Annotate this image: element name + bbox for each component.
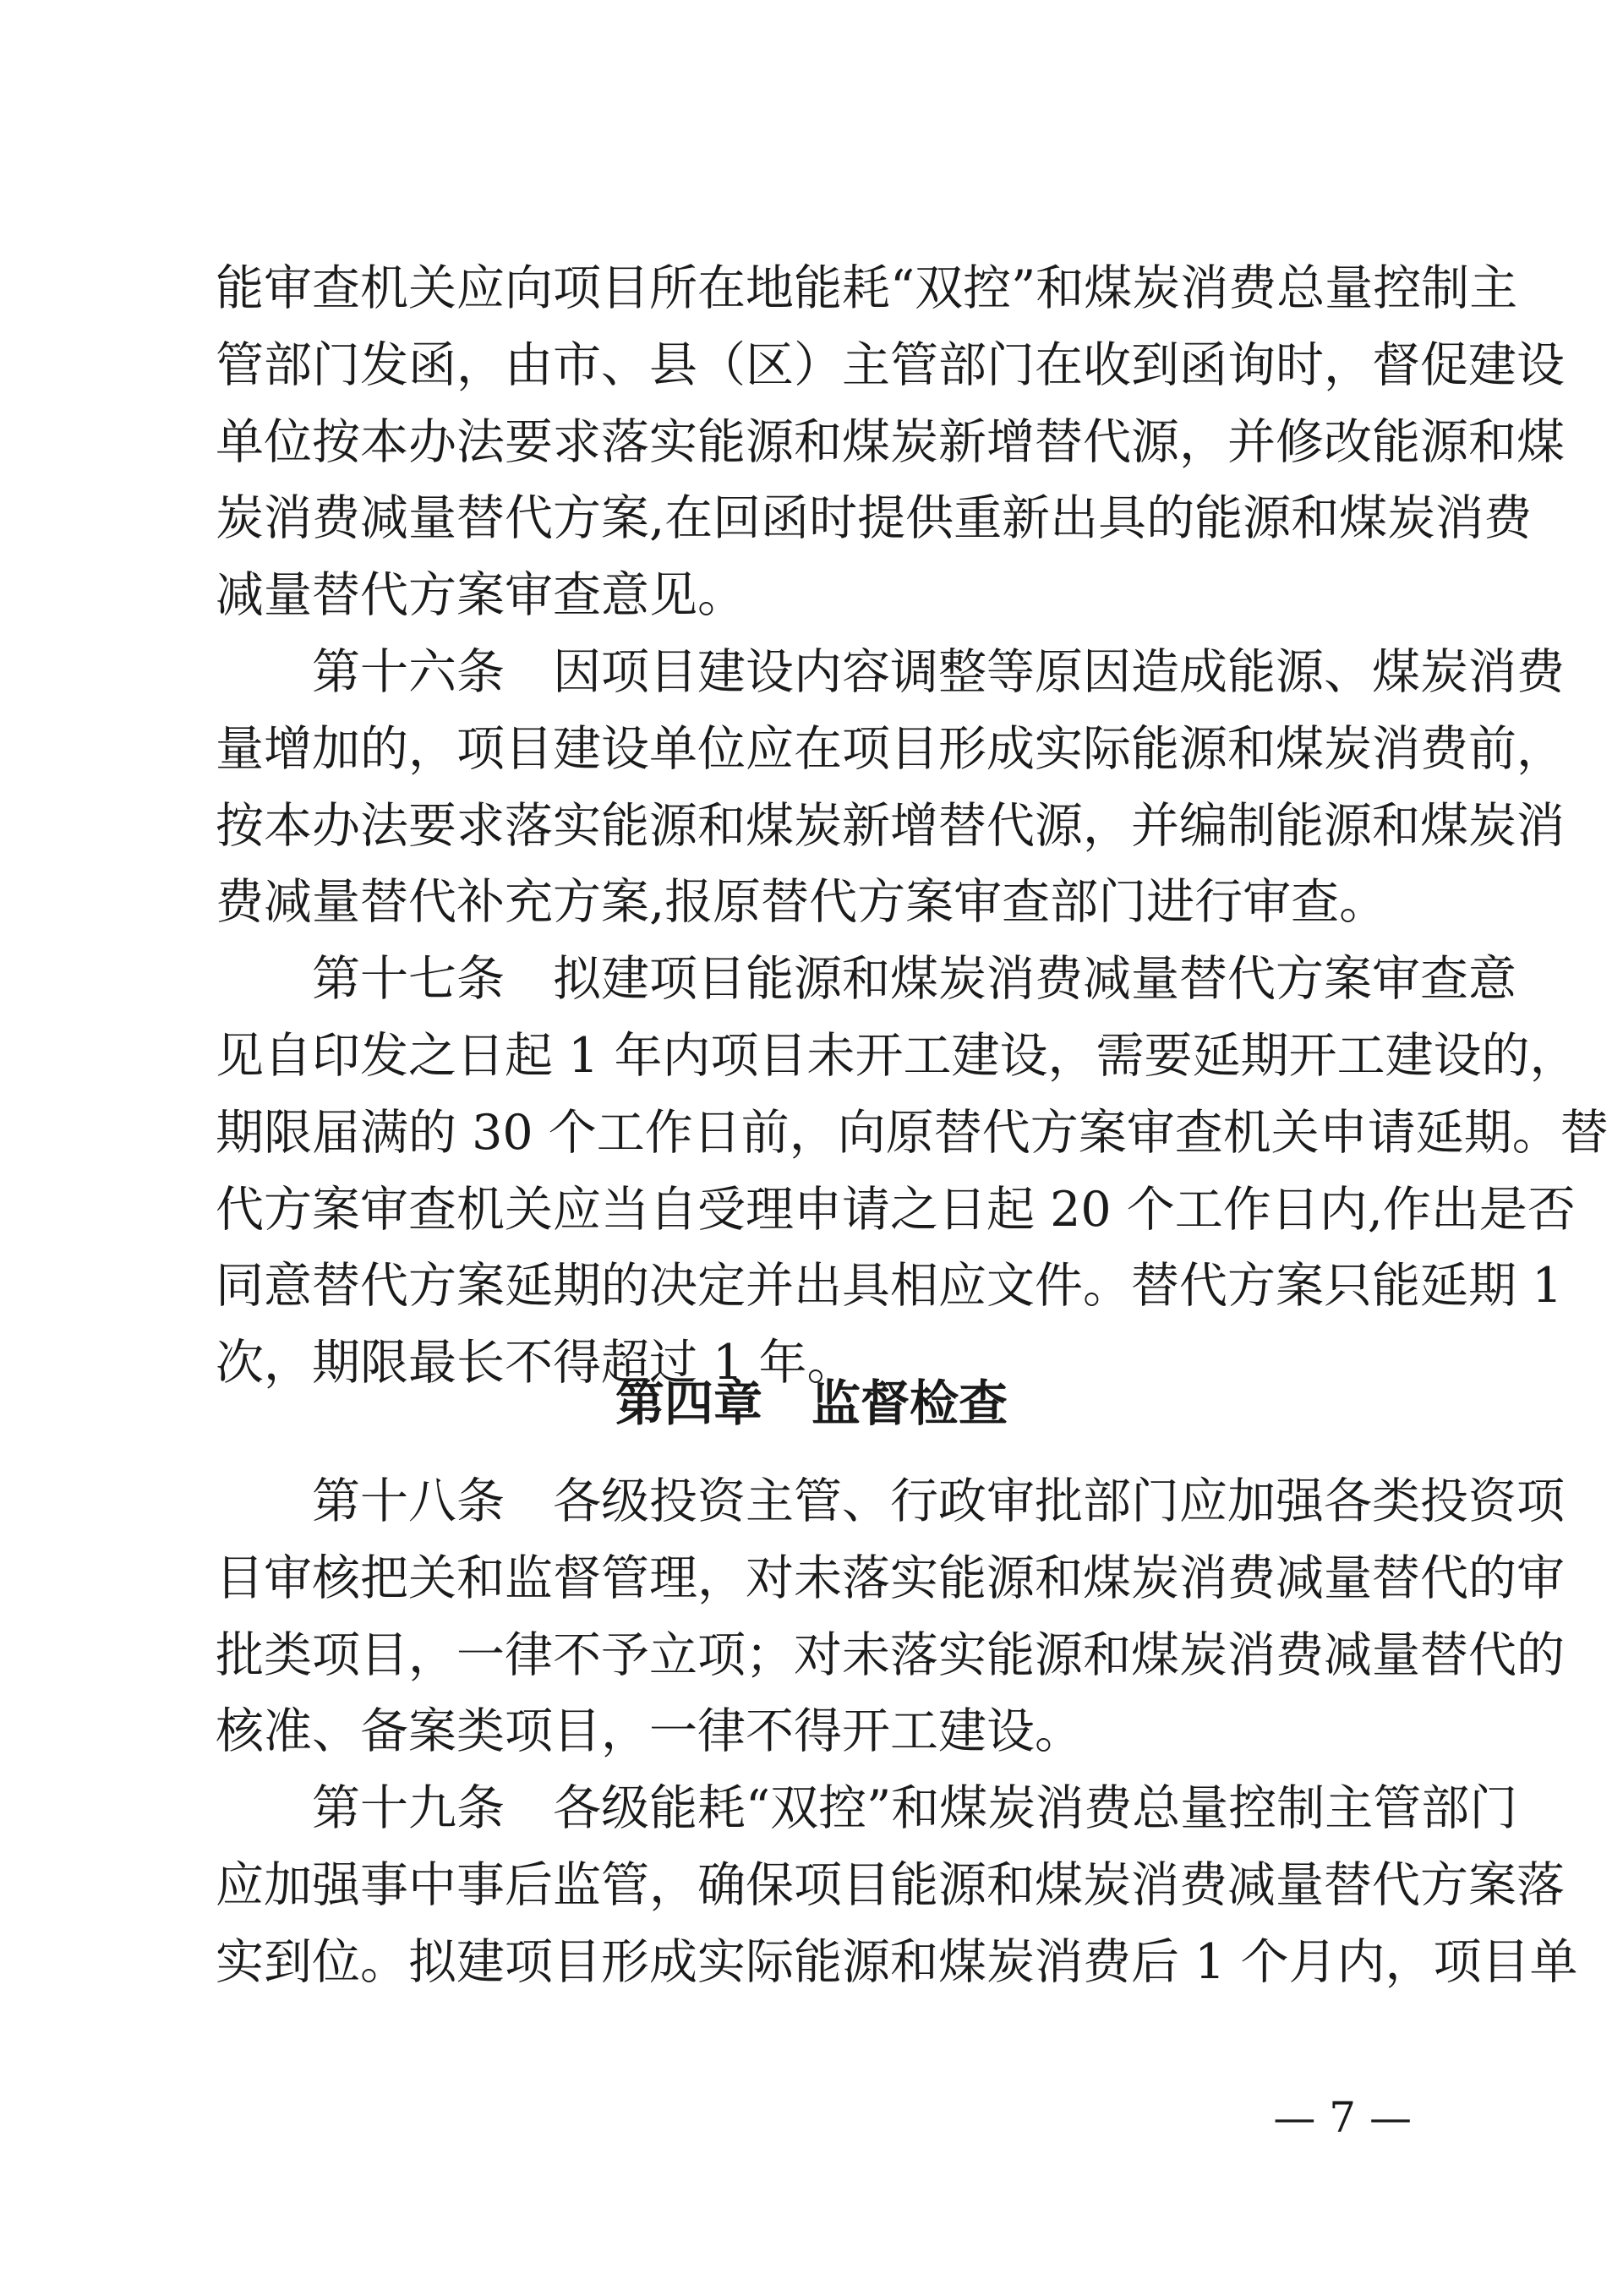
- text-line: 同意替代方案延期的决定并出具相应文件。替代方案只能延期 1: [216, 1258, 1563, 1315]
- text-line: 应加强事中事后监管，确保项目能源和煤炭消费减量替代方案落: [216, 1857, 1565, 1913]
- text-line: 费减量替代补充方案,报原替代方案审查部门进行审查。: [216, 874, 1388, 931]
- text-line: 管部门发函，由市、县（区）主管部门在收到函询时，督促建设: [216, 336, 1565, 393]
- text-line: 减量替代方案审查意见。: [216, 567, 746, 624]
- page-number: — 7 —: [1273, 2093, 1412, 2142]
- text-line: 实到位。拟建项目形成实际能源和煤炭消费后 1 个月内，项目单: [216, 1933, 1578, 1990]
- text-line: 按本办法要求落实能源和煤炭新增替代源，并编制能源和煤炭消: [216, 797, 1565, 854]
- text-line: 第十九条 各级能耗“双控”和煤炭消费总量控制主管部门: [216, 1780, 1518, 1837]
- text-line: 单位按本办法要求落实能源和煤炭新增替代源，并修改能源和煤: [216, 413, 1565, 470]
- chapter-heading: 第四章 监督检查: [615, 1375, 1008, 1432]
- text-line: 期限届满的 30 个工作日前，向原替代方案审查机关申请延期。替: [216, 1104, 1609, 1161]
- text-line: 核准、备案类项目，一律不得开工建设。: [216, 1703, 1083, 1760]
- text-line: 次，期限最长不得超过 1 年。: [216, 1335, 855, 1391]
- text-line: 批类项目，一律不予立项；对未落实能源和煤炭消费减量替代的: [216, 1626, 1565, 1683]
- text-line: 第十七条 拟建项目能源和煤炭消费减量替代方案审查意: [216, 951, 1516, 1008]
- text-line: 量增加的，项目建设单位应在项目形成实际能源和煤炭消费前，: [216, 720, 1565, 777]
- text-line: 代方案审查机关应当自受理申请之日起 20 个工作日内,作出是否: [216, 1181, 1576, 1238]
- text-line: 目审核把关和监督管理，对未落实能源和煤炭消费减量替代的审: [216, 1550, 1565, 1606]
- text-line: 能审查机关应向项目所在地能耗“双控”和煤炭消费总量控制主: [216, 260, 1518, 316]
- text-line: 见自印发之日起 1 年内项目未开工建设，需要延期开工建设的，: [216, 1028, 1578, 1084]
- text-line: 第十六条 因项目建设内容调整等原因造成能源、煤炭消费: [216, 644, 1565, 700]
- text-line: 第十八条 各级投资主管、行政审批部门应加强各类投资项: [216, 1473, 1565, 1529]
- text-line: 炭消费减量替代方案,在回函时提供重新出具的能源和煤炭消费: [216, 490, 1533, 547]
